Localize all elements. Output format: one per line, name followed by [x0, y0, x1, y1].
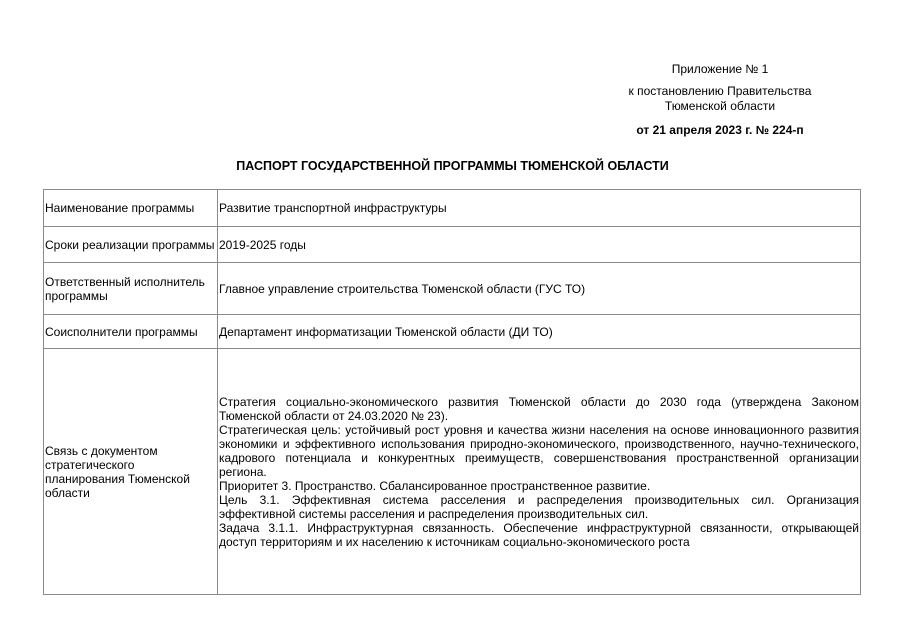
table-row: [44, 227, 861, 263]
row-label: Ответственный исполнитель программы: [44, 263, 218, 315]
row-label: Сроки реализации программы: [44, 227, 218, 263]
task-paragraph: Задача 3.1.1. Инфраструктурная связанность. Обеспечение инфраструктурной связанности, открывающей доступ территориям и их населению к источникам социально-экономического роста: [219, 520, 859, 549]
strategic-goal-paragraph: Стратегическая цель: устойчивый рост уровня и качества жизни населения на основе инновационного развития экономики и эффективного использования природно-экономического, производственного, научно-технического, кадрового потенциала и конкурентных преимуществ, совершенствования пространственной организации региона.: [219, 422, 859, 479]
document-title: ПАСПОРТ ГОСУДАРСТВЕННОЙ ПРОГРАММЫ ТЮМЕНСКОЙ ОБЛАСТИ: [236, 159, 669, 173]
row-label: Наименование программы: [44, 190, 218, 227]
appendix-region-line: Тюменской области: [664, 99, 776, 113]
row-label: Соисполнители программы: [44, 315, 218, 349]
goal-paragraph: Цель 3.1. Эффективная система расселения и распределения производительных сил. Организация эффективной системы расселения и распределения производительных сил.: [219, 492, 859, 521]
row-value: Главное управление строительства Тюменской области (ГУС ТО): [218, 263, 861, 315]
table-row: [44, 263, 861, 315]
row-value: 2019-2025 годы: [218, 227, 861, 263]
row-label: Связь с документом стратегического планирования Тюменской области: [44, 349, 218, 595]
appendix-decree-line: к постановлению Правительства: [628, 84, 812, 98]
strategy-paragraph: Стратегия социально-экономического развития Тюменской области до 2030 года (утверждена Законом Тюменской области от 24.03.2020 № 23).: [219, 394, 859, 423]
row-value: Развитие транспортной инфраструктуры: [218, 190, 861, 227]
appendix-title: Приложение № 1: [671, 62, 769, 76]
table-row: [44, 349, 861, 595]
passport-table: [43, 189, 861, 595]
priority-paragraph: Приоритет 3. Пространство. Сбалансированное пространственное развитие.: [219, 478, 651, 493]
table-row: [44, 190, 861, 227]
row-value: Департамент информатизации Тюменской области (ДИ ТО): [218, 315, 861, 349]
table-row: [44, 315, 861, 349]
row-value-strategic: [218, 349, 861, 595]
appendix-date: от 21 апреля 2023 г. № 224-п: [636, 123, 804, 137]
